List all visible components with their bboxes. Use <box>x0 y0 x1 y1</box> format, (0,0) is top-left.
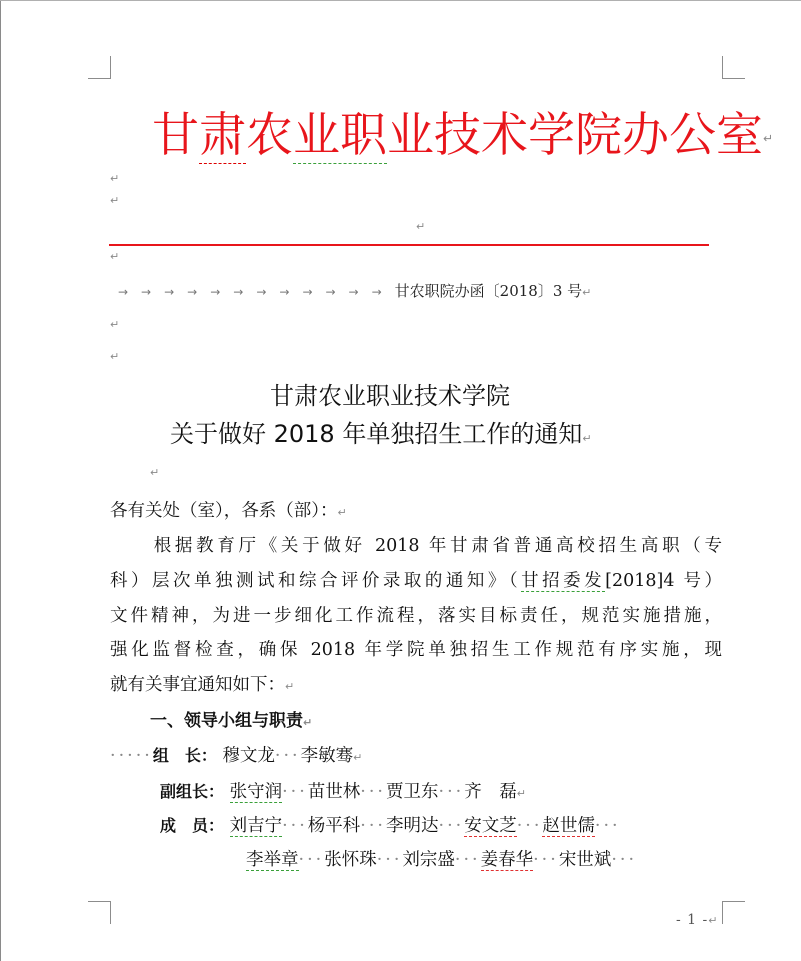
member-row-2: 李举章···张怀珠···刘宗盛···姜春华···宋世斌··· <box>246 850 638 870</box>
window-left-edge <box>0 0 1 961</box>
crop-mark-bottom-right <box>722 901 745 924</box>
body-line-2: 科）层次单独测试和综合评价录取的通知》（甘招委发[2018]4 号） <box>110 571 723 591</box>
tab-marks: →→→→→→→→→→→→ <box>118 285 395 299</box>
window-top-edge <box>0 0 801 1</box>
document-number: →→→→→→→→→→→→甘农职院办函〔2018〕3 号↵ <box>118 282 592 300</box>
person-name: 杨平科 <box>307 816 361 836</box>
paragraph-mark: ↵ <box>416 220 426 233</box>
body-line-4: 强化监督检查，确保 2018 年学院单独招生工作规范有序实施，现 <box>110 640 722 660</box>
header-red-rule <box>109 244 709 246</box>
page-number: - 1 -↵ <box>676 912 719 928</box>
body-line-1: 根据教育厅《关于做好 2018 年甘肃省普通高校招生高职（专 <box>150 536 722 556</box>
member-row-1: 成 员： 刘吉宁···杨平科···李明达···安文芝···赵世儒··· <box>160 816 621 836</box>
leader-label: 组 长： <box>152 746 217 765</box>
notice-title-line2: 关于做好 2018 年单独招生工作的通知↵ <box>170 420 592 448</box>
crop-mark-bottom-left <box>88 901 111 924</box>
person-name: 李敏骞 <box>300 746 354 766</box>
header-title: 甘肃农业职业技术学院办公室↵ <box>152 108 774 163</box>
person-name: 赵世儒 <box>542 816 595 836</box>
section-heading-1: 一、领导小组与职责↵ <box>150 711 313 731</box>
crop-mark-top-left <box>88 56 111 79</box>
person-name: 苗世林 <box>307 782 361 802</box>
member-label: 成 员： <box>160 816 225 835</box>
paragraph-mark: ↵ <box>110 172 120 185</box>
person-name: 刘宗盛 <box>402 850 455 870</box>
person-name: 穆文龙 <box>222 746 275 766</box>
body-line-5: 就有关事宜通知如下：↵ <box>110 675 295 695</box>
person-name: 贾卫东 <box>386 782 439 802</box>
notice-title-line1: 甘肃农业职业技术学院 <box>270 382 510 410</box>
person-name: 张怀珠 <box>324 850 377 870</box>
deputy-label: 副组长： <box>160 782 225 801</box>
crop-mark-top-right <box>722 56 745 79</box>
person-name: 李明达 <box>386 816 439 836</box>
person-name: 安文芝 <box>464 816 517 836</box>
person-name: 齐 磊 <box>464 782 517 802</box>
person-name: 宋世斌 <box>558 850 612 870</box>
person-name: 刘吉宁 <box>229 816 283 836</box>
leader-row: ·····组 长： 穆文龙···李敏骞↵ <box>110 746 363 766</box>
paragraph-mark: ↵ <box>110 350 120 363</box>
body-line-3: 文件精神，为进一步细化工作流程，落实目标责任，规范实施措施， <box>110 606 722 626</box>
person-name: 张守润 <box>229 782 283 802</box>
person-name: 李举章 <box>246 850 299 870</box>
salutation: 各有关处（室），各系（部）：↵ <box>110 501 347 521</box>
paragraph-mark: ↵ <box>150 466 160 479</box>
paragraph-mark: ↵ <box>110 250 120 263</box>
paragraph-mark: ↵ <box>110 318 120 331</box>
person-name: 姜春华 <box>480 850 534 870</box>
paragraph-mark: ↵ <box>110 194 120 207</box>
deputy-row: 副组长： 张守润···苗世林···贾卫东···齐 磊↵ <box>160 782 526 802</box>
